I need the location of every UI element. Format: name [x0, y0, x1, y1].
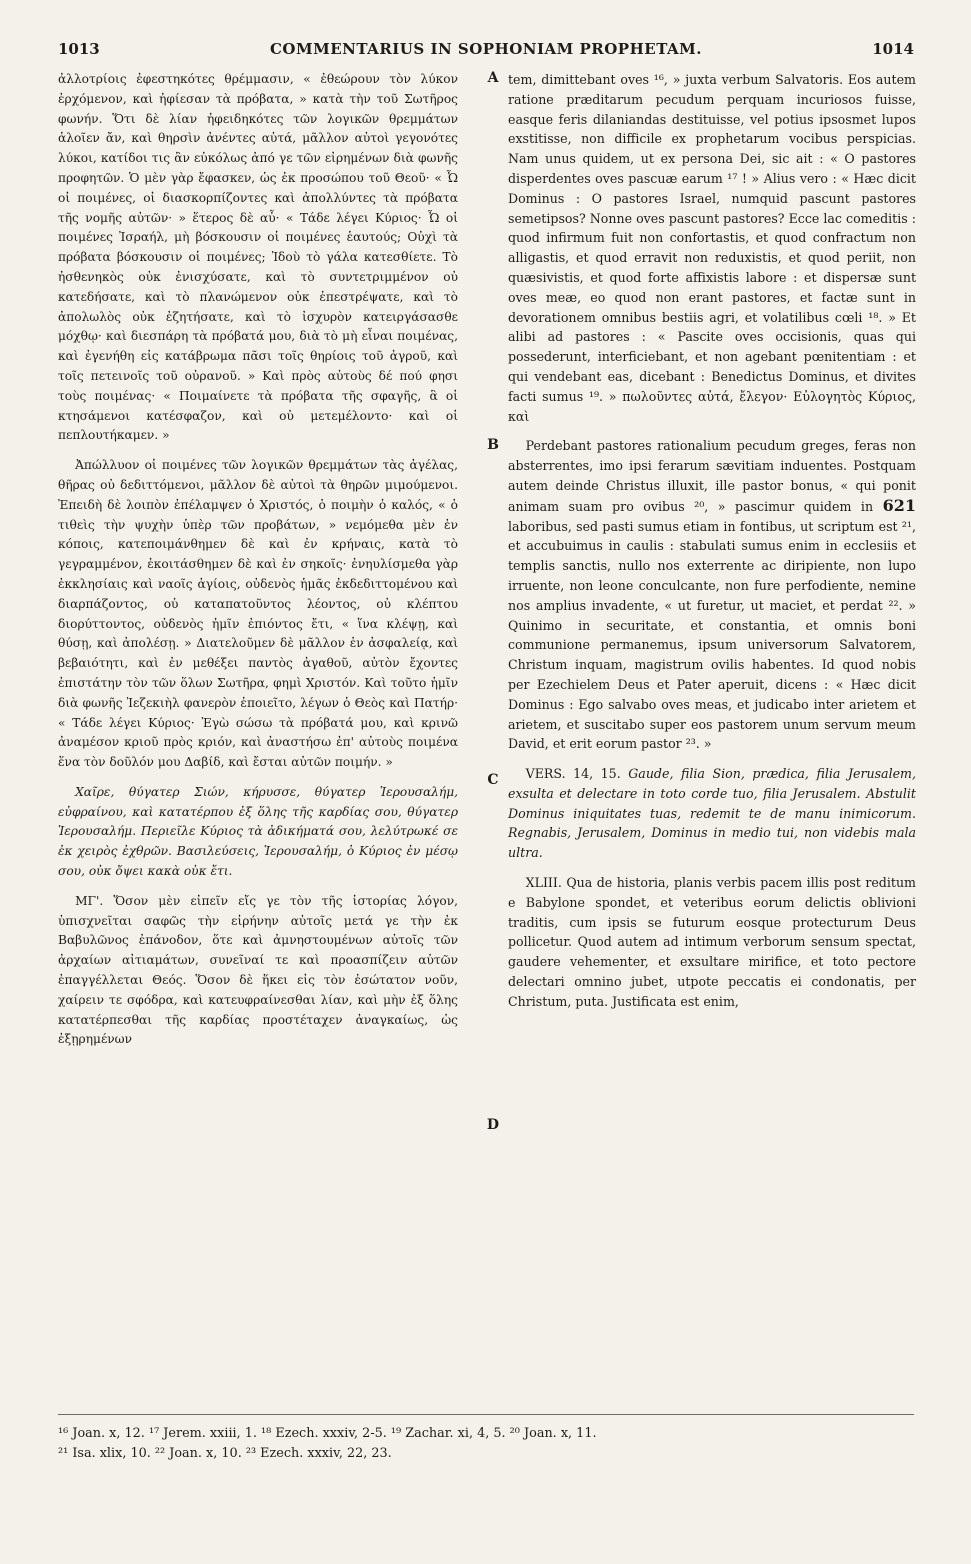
- column-number: 621: [882, 495, 916, 515]
- latin-paragraph-2: [508, 436, 916, 754]
- footnote-line-1: ¹⁶ Joan. x, 12. ¹⁷ Jerem. xxiii, 1. ¹⁸ Ezech. xxxiv, 2-5. ¹⁹ Zachar. xi, 4, 5. ²⁰ Joan. x, 11.: [58, 1426, 597, 1441]
- latin-column: [508, 70, 916, 1012]
- latin-verse-text: Gaude, filia Sion, prædica, filia Jerusalem, exsulta et delectare in toto corde tuo, filia Jerusalem. Abstulit Dominus iniquitates tuas, redemit te de manu inimicorum. Regnabis, Jerusalem, Dominus in medio tui, non videbis mala ultra.: [508, 766, 916, 861]
- greek-column: [58, 70, 458, 1050]
- footnote-line-2: ²¹ Isa. xlix, 10. ²² Joan. x, 10. ²³ Ezech. xxxiv, 22, 23.: [58, 1446, 392, 1461]
- latin-paragraph-1: [508, 70, 916, 426]
- page-number-left: 1013: [58, 40, 100, 58]
- footnotes: [58, 1424, 918, 1464]
- greek-verse: Χαῖρε, θύγατερ Σιών, κήρυσσε, θύγατερ Ἱερουσαλήμ, εὐφραίνου, καὶ κατατέρπου ἐξ ὅλης τῆς καρδίας σου, θύγατερ Ἱερουσαλήμ. Περιεῖλε Κύριος τὰ ἀδικήματά σου, λελύτρωκέ σε ἐκ χειρὸς ἐχθρῶν. Βασιλεύσεις, Ἱερουσαλήμ, ὁ Κύριος ἐν μέσῳ σου, οὐκ ὄψει κακὰ οὐκ ἔτι.: [58, 784, 458, 879]
- page-header: [58, 40, 914, 62]
- running-title: COMMENTARIUS IN SOPHONIAM PROPHETAM.: [269, 40, 703, 58]
- latin-greek-tail: πωλοῦντες αὐτά, ἔλεγον· Εὐλογητὸς Κύριος, καὶ: [508, 388, 917, 424]
- section-marker-a: A: [487, 70, 499, 86]
- section-marker-b: B: [487, 437, 499, 453]
- verse-reference: VERS. 14, 15.: [525, 766, 621, 782]
- footnote-divider: [58, 1414, 914, 1415]
- greek-paragraph-1: ἀλλοτρίοις ἐφεστηκότες θρέμμασιν, « ἐθεώρουν τὸν λύκον ἐρχόμενον, καὶ ἠφίεσαν τὰ πρόβατα, » κατὰ τὴν τοῦ Σωτῆρος φωνήν. Ὅτι δὲ λίαν ἠφειδηκότες τῶν λογικῶν θρεμμάτων ἁλοῖεν ἄν, καὶ θηρσὶν ἀνέντες αὐτά, μᾶλλον αὐτοὶ γεγονότες λύκοι, κατίδοι τις ἂν εὐκόλως ἀπό γε τῶν εἰρημένων διὰ φωνῆς προφητῶν. Ὁ μὲν γὰρ ἔφασκεν, ὡς ἐκ προσώπου τοῦ Θεοῦ· « Ὦ οἱ ποιμένες, οἱ διασκορπίζοντες καὶ ἀπολλύντες τὰ πρόβατα τῆς νομῆς αὐτῶν· » ἕτερος δὲ αὖ· « Τάδε λέγει Κύριος· Ὦ οἱ ποιμένες Ἰσραήλ, μὴ βόσκουσιν οἱ ποιμένες ἑαυτούς; Οὐχὶ τὰ πρόβατα βόσκουσιν οἱ ποιμένες; Ἰδοὺ τὸ γάλα κατεσθίετε. Τὸ ἠσθενηκὸς οὐκ ἐνισχύσατε, καὶ τὸ συντετριμμένον οὐ κατεδήσατε, καὶ τὸ πλανώμενον οὐκ ἐπεστρέψατε, καὶ τὸ ἀπολωλὸς οὐκ ἐζητήσατε, καὶ τὸ ἰσχυρὸν κατειργάσασθε μόχθῳ· καὶ διεσπάρη τὰ πρόβατά μου, διὰ τὸ μὴ εἶναι ποιμένας, καὶ ἐγενήθη εἰς κατάβρωμα πᾶσι τοῖς θηρίοις τοῦ ἀγροῦ, καὶ τοῖς πετεινοῖς τοῦ οὐρανοῦ. » Καὶ πρὸς αὐτοὺς δέ πού φησι τοὺς ποιμένας· « Ποιμαίνετε τὰ πρόβατα τῆς σφαγῆς, ἃ οἱ κτησάμενοι κατέσφαζον, καὶ οὐ μετεμέλοντο· καὶ οἱ πεπλουτήκαμεν. »: [58, 72, 458, 443]
- latin-verse: [508, 764, 916, 863]
- greek-paragraph-3: ΜΓ'. Ὅσον μὲν εἰπεῖν εἴς γε τὸν τῆς ἱστορίας λόγον, ὑπισχνεῖται σαφῶς τὴν εἰρήνην αὐτοῖς μετά γε τὴν ἐκ Βαβυλῶνος ἐπάνοδον, ὅτε καὶ ἀμνηστουμένων αὐτοῖς τῶν ἀρχαίων αἰτιαμάτων, συνεῖναί τε καὶ προασπίζειν αὐτῶν ἐπαγγέλλεται Θεός. Ὅσον δὲ ἥκει εἰς τὸν ἐσώτατον νοῦν, χαίρειν τε σφόδρα, καὶ κατευφραίνεσθαι λίαν, καὶ μὴν ἐξ ὅλης κατατέρπεσθαι τῆς καρδίας προστέταχεν ἀναγκαίως, ὡς ἐξῃρημένων: [58, 893, 458, 1047]
- latin-paragraph-1-text: tem, dimittebant oves ¹⁶, » juxta verbum Salvatoris. Eos autem ratione præditarum pecudum perquam incuriosos fuisse, easque feris dilaniandas destituisse, vel potius ipsosmet lupos exstitisse, non difficile ex prophetarum vocibus perspicias. Nam unus quidem, ut ex persona Dei, sic ait : « O pastores disperdentes oves pascuæ earum ¹⁷ ! » Alius vero : « Hæc dicit Dominus : O pastores Israel, numquid pascunt pastores semetipsos? Nonne oves pascunt pastores? Ecce lac comeditis : quod infirmum fuit non confortastis, et quod confractum non alligastis, et quod erravit non reduxistis, et quod periit, non quæsivistis, et quod forte affixistis labore : et dispersæ sunt oves meæ, eo quod non erant pastores, et factæ sunt in devorationem omnibus bestiis agri, et volatilibus cœli ¹⁸. » Et alibi ad pastores : « Pascite oves occisionis, quas qui possederunt, interficiebant, et non agebant pœnitentiam : et qui vendebant eas, dicebant : Benedictus Dominus, et divites facti sumus ¹⁹. »: [508, 72, 916, 404]
- latin-paragraph-2-after: laboribus, sed pasti sumus etiam in fontibus, ut scriptum est ²¹, et accubuimus in caulis : stabulati sumus enim in ecclesiis et templis sanctis, nullo nos exterrente ac diripiente, non lupo irruente, non leone conculcante, non fure perfodiente, nemine nos amplius invadente, « ut furetur, ut maciet, et perdat ²². » Quinimo in securitate, et constantia, et omnis boni communione permanemus, ipsum universorum Salvatorem, Christum inquam, magistrum ovilis habentes. Id quod nobis per Ezechielem Deus et Pater aperuit, dicens : « Hæc dicit Dominus : Ego salvabo oves meas, et judicabo inter arietem et arietem, et suscitabo super eos pastorem unum servum meum David, et erit eorum pastor ²³. »: [508, 518, 916, 752]
- latin-paragraph-2-before: Perdebant pastores rationalium pecudum greges, feras non absterrentes, imo ipsi ferarum sævitiam induentes. Postquam autem deinde Christus illuxit, ille pastor bonus, « qui ponit animam suam pro ovibus ²⁰, » pascimur quidem in: [508, 438, 916, 514]
- section-marker-d: D: [486, 1117, 500, 1133]
- page-number-right: 1014: [872, 40, 914, 58]
- latin-paragraph-3: XLIII. Qua de historia, planis verbis pacem illis post reditum e Babylone spondet, et veteribus eorum delictis oblivioni traditis, cum ipsis se futurum eosque protecturum Deus pollicetur. Quod autem ad intimum verborum sensum spectat, gaudere vehementer, et exsultare mirifice, et toto pectore delectari omnino jubet, utpote peccatis ei condonatis, per Christum, puta. Justificata est enim,: [508, 875, 916, 1009]
- section-marker-c: C: [487, 772, 499, 788]
- greek-paragraph-2: Ἀπώλλυον οἱ ποιμένες τῶν λογικῶν θρεμμάτων τὰς ἀγέλας, θῆρας οὐ δεδιττόμενοι, μᾶλλον δὲ αὐτοὶ τὰ θηρῶν μιμούμενοι. Ἐπειδὴ δὲ λοιπὸν ἐπέλαμψεν ὁ Χριστός, ὁ ποιμὴν ὁ καλός, « ὁ τιθεὶς τὴν ψυχὴν ὑπὲρ τῶν προβάτων, » νεμόμεθα μὲν ἐν κόποις, κατεποιμάνθημεν δὲ καὶ ἐν κρήναις, κατὰ τὸ γεγραμμένον, ἐκοιτάσθημεν δὲ καὶ ἐν σηκοῖς· ἐνηυλίσμεθα γὰρ ἐκκλησίαις καὶ ναοῖς ἁγίοις, οὐδενὸς ἡμᾶς ἐκδεδιττομένου καὶ διαρπάζοντος, οὐ καταπατοῦντος λέοντος, οὐ κλέπτου διορύττοντος, οὐδενὸς ἡμῖν ἐπιόντος ἔτι, « ἵνα κλέψῃ, καὶ θύσῃ, καὶ ἀπολέσῃ. » Διατελοῦμεν δὲ μᾶλλον ἐν ἀσφαλείᾳ, καὶ βεβαιότητι, καὶ ἐν μεθέξει παντὸς ἀγαθοῦ, αὐτὸν ἔχοντες ἐπιστάτην τὸν τῶν ὅλων Σωτῆρα, φημὶ Χριστόν. Καὶ τοῦτο ἡμῖν διὰ φωνῆς Ἰεζεκιὴλ φανερὸν ἐποιεῖτο, λέγων ὁ Θεὸς καὶ Πατήρ· « Τάδε λέγει Κύριος· Ἐγὼ σώσω τὰ πρόβατά μου, καὶ κρινῶ ἀναμέσον κριοῦ πρὸς κριόν, καὶ ἀναστήσω ἐπ' αὐτοὺς ποιμένα ἕνα τὸν δοῦλόν μου Δαβίδ, καὶ ἔσται αὐτῶν ποιμήν. »: [58, 458, 458, 770]
